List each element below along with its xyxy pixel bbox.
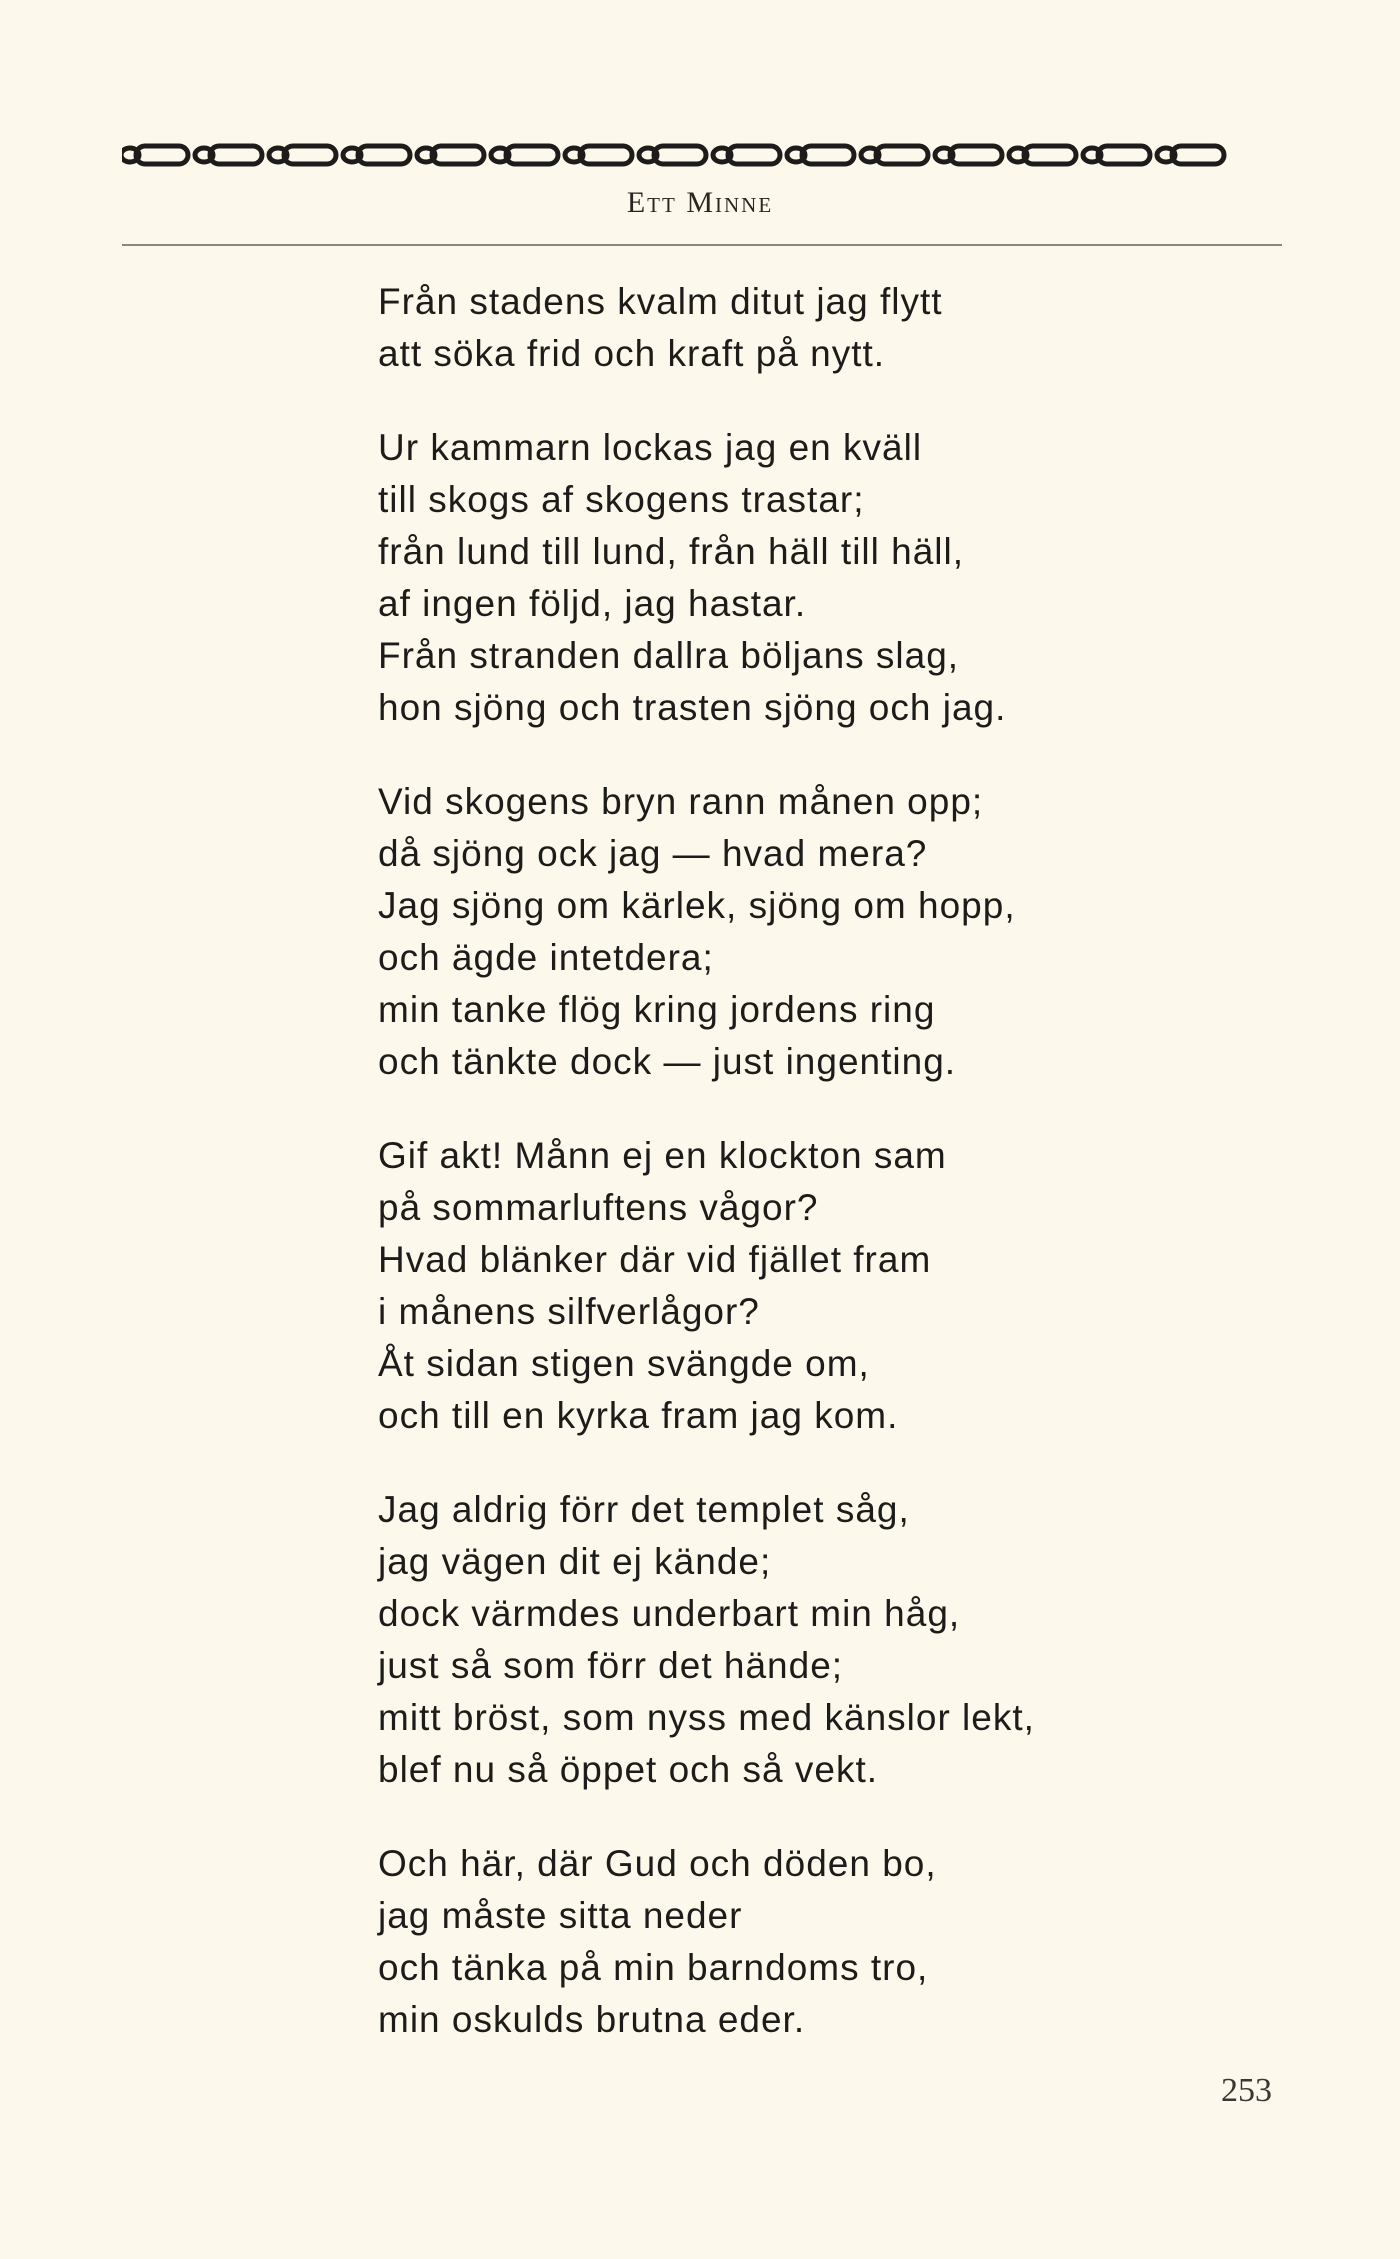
verse-line: hon sjöng och trasten sjöng och jag. (378, 687, 1007, 728)
chain-link (1098, 146, 1150, 164)
verse-line: från lund till lund, från häll till häll, (378, 531, 965, 572)
chain-link (358, 146, 410, 164)
chain-link (136, 146, 188, 164)
verse-line: och tänkte dock — just ingenting. (378, 1041, 957, 1082)
stanza (378, 1130, 1198, 1442)
page-number: 253 (1221, 2072, 1272, 2109)
chain-link (580, 146, 632, 164)
verse-line: till skogs af skogens trastar; (378, 479, 865, 520)
verse-line: Åt sidan stigen svängde om, (378, 1343, 870, 1384)
verse-line: Och här, där Gud och döden bo, (378, 1843, 937, 1884)
verse-line: Jag aldrig förr det templet såg, (378, 1489, 910, 1530)
stanza (378, 776, 1198, 1088)
chain-link (950, 146, 1002, 164)
chain-link (210, 146, 262, 164)
verse-line: Ur kammarn lockas jag en kväll (378, 427, 923, 468)
chain-link (1024, 146, 1076, 164)
verse-line: min oskulds brutna eder. (378, 1999, 806, 2040)
verse-line: Gif akt! Månn ej en klockton sam (378, 1135, 947, 1176)
header-rule (122, 244, 1282, 246)
verse-line: på sommarluftens vågor? (378, 1187, 819, 1228)
chain-link (654, 146, 706, 164)
poem-body (378, 276, 1198, 2046)
verse-line: af ingen följd, jag hastar. (378, 583, 807, 624)
verse-line: och till en kyrka fram jag kom. (378, 1395, 899, 1436)
verse-line: och ägde intetdera; (378, 937, 714, 978)
verse-line: och tänka på min barndoms tro, (378, 1947, 929, 1988)
chain-link (802, 146, 854, 164)
stanza (378, 422, 1198, 734)
verse-line: då sjöng ock jag — hvad mera? (378, 833, 928, 874)
stanza (378, 1484, 1198, 1796)
verse-line: jag måste sitta neder (378, 1895, 743, 1936)
verse-line: Från stadens kvalm ditut jag flytt (378, 281, 943, 322)
stanza (378, 276, 1198, 380)
verse-line: Från stranden dallra böljans slag, (378, 635, 960, 676)
verse-line: i månens silfverlågor? (378, 1291, 760, 1332)
verse-line: Vid skogens bryn rann månen opp; (378, 781, 984, 822)
verse-line: Hvad blänker där vid fjället fram (378, 1239, 932, 1280)
chain-link (728, 146, 780, 164)
verse-line: blef nu så öppet och så vekt. (378, 1749, 879, 1790)
chain-link (284, 146, 336, 164)
verse-line: dock värmdes underbart min håg, (378, 1593, 961, 1634)
chain-link (432, 146, 484, 164)
running-title: Ett Minne (626, 186, 774, 219)
chain-link (876, 146, 928, 164)
verse-line: just så som förr det hände; (378, 1645, 844, 1686)
verse-line: Jag sjöng om kärlek, sjöng om hopp, (378, 885, 1016, 926)
decorative-chain-border (122, 140, 1282, 170)
verse-line: att söka frid och kraft på nytt. (378, 333, 886, 374)
verse-line: min tanke flög kring jordens ring (378, 989, 936, 1030)
chain-link (506, 146, 558, 164)
stanza (378, 1838, 1198, 2046)
verse-line: jag vägen dit ej kände; (378, 1541, 772, 1582)
verse-line: mitt bröst, som nyss med känslor lekt, (378, 1697, 1035, 1738)
chain-link (1172, 146, 1224, 164)
